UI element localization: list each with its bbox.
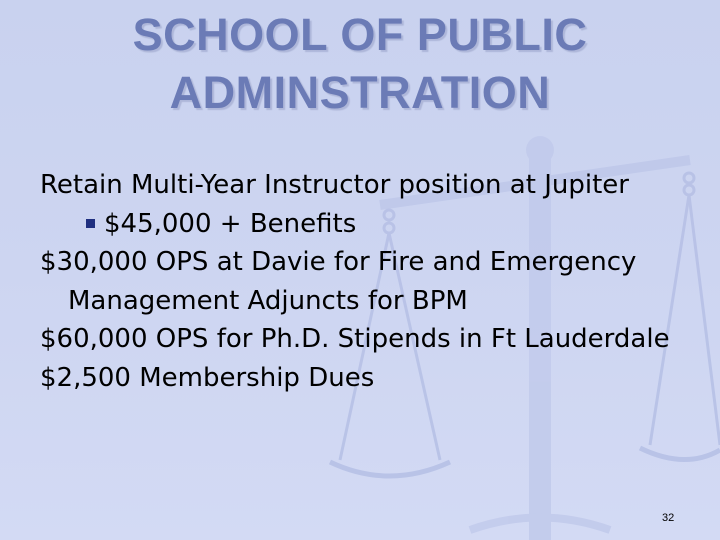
square-bullet-icon (86, 219, 95, 228)
title-line-2: ADMINSTRATION (169, 67, 551, 118)
bullet-item: $2,500 Membership Dues (40, 362, 375, 393)
page-number: 32 (662, 512, 675, 524)
bullet-item: $60,000 OPS for Ph.D. Stipends in Ft Lauderdale (40, 324, 670, 354)
bullet-item: Retain Multi-Year Instructor position at Jupiter (40, 170, 629, 200)
sub-bullet-item (40, 205, 710, 244)
title-line-1: SCHOOL OF PUBLIC (132, 9, 588, 60)
slide-body (40, 166, 710, 397)
sub-bullet-text: $45,000 + Benefits (104, 208, 357, 239)
slide-title (0, 6, 720, 122)
bullet-item: $30,000 OPS at Davie for Fire and Emergency Management Adjuncts for BPM (40, 247, 637, 316)
